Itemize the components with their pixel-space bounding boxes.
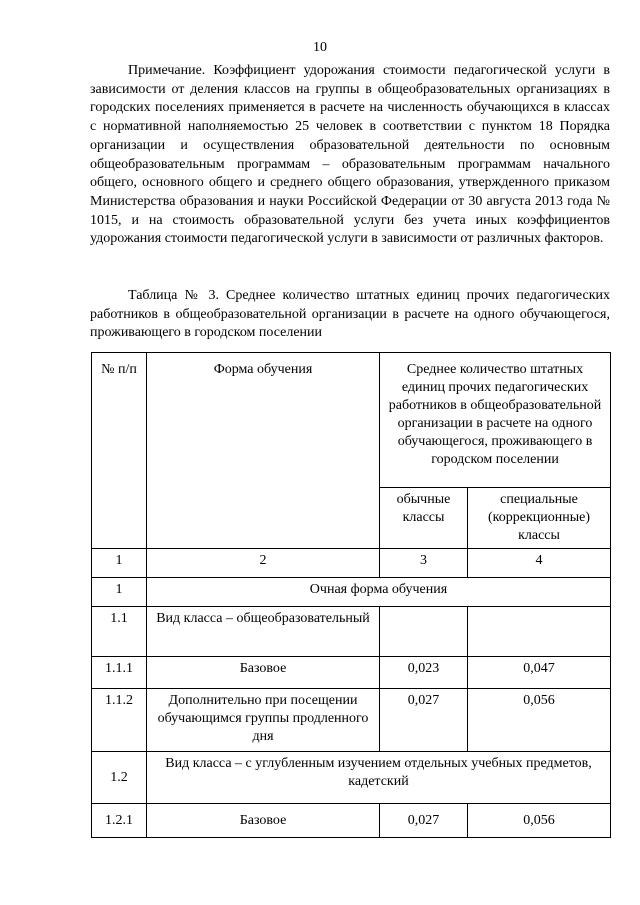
column-index: 4 <box>468 549 611 578</box>
header-average: Среднее количество штатных единиц прочих педагогических работников в общеобразовательной организации в расчете на одного обучающегося, проживающего в городском поселении <box>380 353 611 488</box>
value-regular: 0,023 <box>380 657 468 689</box>
table-row <box>92 804 611 838</box>
value-special: 0,056 <box>468 804 611 838</box>
row-number: 1.2.1 <box>92 804 147 838</box>
row-number: 1.2 <box>92 752 147 804</box>
value-regular: 0,027 <box>380 804 468 838</box>
note-paragraph: Примечание. Коэффициент удорожания стоимости педагогической услуги в зависимости от деления классов на группы в общеобразовательных организациях в городских поселениях применяется в расчете на численность обучающихся в классах с нормативной наполняемостью 25 человек в соответствии с пунктом 18 Порядка организации и осуществления образовательной деятельности по основным общеобразовательным программам – образовательным программам начального общего, основного общего и среднего общего образования, утвержденного приказом Министерства образования и науки Российской Федерации от 30 августа 2013 года № 1015, и на стоимость образовательной услуги без учета иных коэффициентов удорожания стоимости педагогической услуги в зависимости от различных факторов. <box>90 63 610 247</box>
header-num: № п/п <box>92 353 147 549</box>
row-number: 1 <box>92 578 147 607</box>
row-number: 1.1.2 <box>92 689 147 752</box>
column-index: 2 <box>147 549 380 578</box>
header-special-classes: специальные (коррекционные) классы <box>468 488 611 549</box>
row-label: Вид класса – с углубленным изучением отдельных учебных предметов, кадетский <box>147 752 611 804</box>
row-label: Дополнительно при посещении обучающимся группы продленного дня <box>147 689 380 752</box>
column-index: 1 <box>92 549 147 578</box>
table-row <box>92 752 611 804</box>
value-special <box>468 607 611 657</box>
row-label: Вид класса – общеобразовательный <box>147 607 380 657</box>
value-special: 0,056 <box>468 689 611 752</box>
row-number: 1.1 <box>92 607 147 657</box>
column-index: 3 <box>380 549 468 578</box>
table-row <box>92 689 611 752</box>
table-caption: Таблица № 3. Среднее количество штатных единиц прочих педагогических работников в общеобразовательной организации в расчете на одного обучающегося, проживающего в городском поселении <box>90 288 610 340</box>
row-label: Базовое <box>147 804 380 838</box>
section-row <box>92 578 611 607</box>
header-regular-classes: обычные классы <box>380 488 468 549</box>
table-row <box>92 607 611 657</box>
table-header-row <box>92 353 611 488</box>
value-regular <box>380 607 468 657</box>
value-special: 0,047 <box>468 657 611 689</box>
section-title: Очная форма обучения <box>147 578 611 607</box>
table-row <box>92 657 611 689</box>
page-number: 10 <box>313 40 327 55</box>
column-index-row <box>92 549 611 578</box>
row-label: Базовое <box>147 657 380 689</box>
row-number: 1.1.1 <box>92 657 147 689</box>
staff-units-table <box>91 352 611 838</box>
value-regular: 0,027 <box>380 689 468 752</box>
header-form: Форма обучения <box>147 353 380 549</box>
